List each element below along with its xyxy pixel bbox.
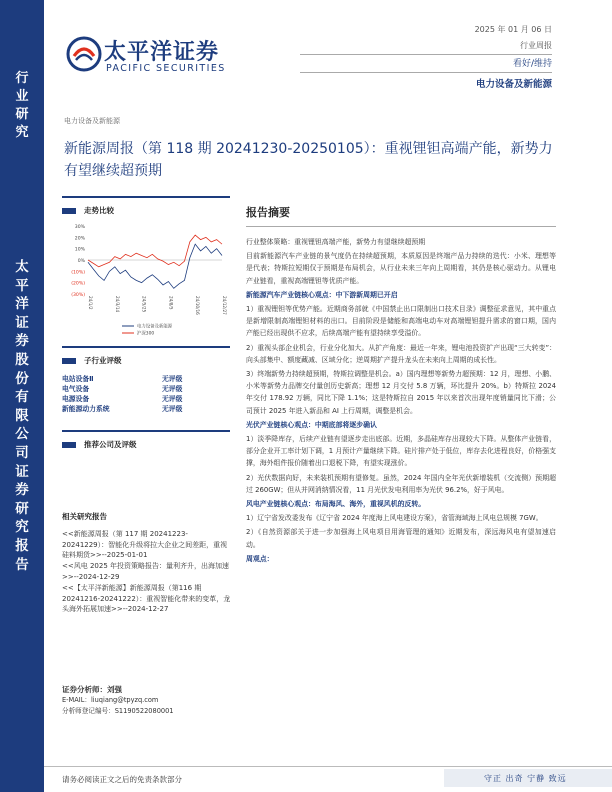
heading-bar-icon (62, 442, 76, 448)
abstract-paragraph: 2）《自然资源部关于进一步加强海上风电项目用海管理的通知》近期发布，深远海风电有望加速启动。 (246, 528, 556, 549)
x-tick-label: 24/3/14 (114, 296, 120, 313)
abstract-paragraph: 2）重视头部企业机会，行业分化加大。从扩产角度：最近一年来，锂电池投资扩产出现“三大转变”：向头部集中、额度藏减、区域分化；逆周期扩产提升龙头在未来向上周期的成长性。 (246, 343, 556, 364)
sub-ratings-table (62, 374, 222, 424)
sub-industry-rating: 无评级 (162, 375, 183, 383)
sidebar-char: 报 (15, 537, 29, 554)
left-sidebar (0, 0, 44, 792)
legend-label: 电力设备及新能源 (137, 324, 173, 330)
abstract-title: 报告摘要 (246, 206, 290, 219)
y-tick-label: 20% (74, 236, 85, 242)
related-report-item[interactable]: <<新能源周报（第 117 期 20241223-20241229）：智能化升级将拉大企业之间差距，重视硅料期货>>--2025-01-01 (62, 529, 228, 560)
sidebar-char: 司 (15, 444, 29, 461)
sidebar-char: 券 (15, 333, 29, 350)
x-tick-label: 24/1/2 (88, 296, 93, 310)
industry-name: 电力设备及新能源 (475, 79, 552, 90)
abstract-highlight: 风电产业链核心观点：布局海风、海外，重视风机的反转。 (246, 500, 426, 509)
logo-chinese-name: 太平洋证券 (104, 40, 220, 65)
y-tick-label: (10%) (71, 270, 85, 276)
report-title: 新能源周报（第 118 期 20241230-20250105）：重视锂钽高端产能，新势力有望继续超预期 (64, 141, 553, 179)
table-row (62, 394, 222, 404)
report-category: 电力设备及新能源 (64, 117, 120, 125)
header-divider (300, 72, 552, 73)
company-logo (66, 34, 286, 78)
footer-motto: 守正 出奇 宁静 致远 (484, 774, 567, 783)
sidebar-char: 究 (15, 125, 29, 140)
table-row (62, 384, 222, 394)
trend-heading (62, 204, 230, 218)
abstract-column (246, 204, 556, 567)
header-divider (300, 54, 552, 55)
x-tick-label: 24/8/5 (168, 296, 174, 310)
sidebar-char: 份 (15, 370, 29, 387)
trend-heading-text: 走势比较 (84, 206, 114, 215)
abstract-paragraph: 3）终端新势力持续超预期，特斯拉调整是机会。a）国内理想等新势力超预期：12 月，理想、小鹏、小米等新势力品牌交付量创历史新高；理想 12 月交付 5.8 万辆，环比提升 20%。b）特斯拉 2024 年交付 178.92 万辆，同比下降 1.1%；这是特斯拉自 2015 年以来首次出现年度销量同比下滑；公司预计 2025 年进入新品和 AI 上行周期，调整是机会。 (246, 370, 556, 415)
x-tick-label: 24/12/27 (222, 296, 227, 315)
report-type: 行业周报 (520, 41, 552, 50)
abstract-highlight: 周观点： (246, 554, 274, 563)
section-divider (62, 346, 230, 348)
abstract-paragraph: 目前新能源汽车产业链的景气度仍在持续超预期，本质原因是终端产品力持续的迭代：小米、理想等是代表；特斯拉短期仅于预期是布局机会，从行业未来三年向上周期看，其仍是核心驱动力。从锂电产业链看，重视高端锂钽等优质产能。 (246, 252, 556, 285)
sidebar-char: 太 (15, 259, 29, 275)
sidebar-char: 行 (15, 71, 29, 86)
abstract-body (246, 236, 556, 565)
sidebar-top-text (0, 70, 44, 142)
sub-industry-name: 电气设备 (62, 385, 90, 393)
analyst-info (62, 684, 234, 717)
y-tick-label: 0% (77, 259, 85, 264)
y-tick-label: (30%) (71, 293, 85, 298)
footer-divider (44, 766, 612, 767)
sidebar-char: 证 (15, 314, 29, 331)
y-tick-label: 30% (74, 225, 85, 230)
x-tick-label: 24/5/25 (141, 296, 147, 313)
recommend-section (62, 430, 230, 452)
sidebar-char: 平 (15, 277, 29, 294)
sidebar-bottom-text (0, 258, 44, 574)
sub-ratings-section (62, 346, 230, 368)
recommend-heading (62, 438, 230, 452)
sidebar-char: 究 (15, 519, 29, 536)
abstract-paragraph: 1）辽宁省发改委发布《辽宁省 2024 年度海上风电建设方案》，省管海域海上风电总规模 7GW。 (246, 514, 543, 523)
logo-english-name: PACIFIC SECURITIES (106, 63, 226, 74)
sidebar-char: 研 (15, 107, 29, 122)
sidebar-char: 有 (15, 389, 29, 406)
sub-industry-rating: 无评级 (162, 405, 183, 413)
section-divider (62, 430, 230, 432)
related-reports (62, 512, 234, 615)
heading-bar-icon (62, 358, 76, 364)
related-heading: 相关研究报告 (62, 512, 107, 521)
left-column (62, 196, 230, 218)
series-line-0 (88, 244, 222, 288)
table-row (62, 374, 222, 384)
sub-ratings-heading (62, 354, 230, 368)
sidebar-char: 股 (15, 351, 29, 368)
sidebar-char: 研 (15, 500, 29, 517)
abstract-divider (246, 226, 556, 227)
sub-industry-name: 电源设备 (62, 395, 90, 403)
abstract-paragraph: 行业整体策略：重视锂钽高端产能，新势力有望继续超预期 (246, 238, 426, 246)
page-footer (0, 766, 612, 792)
abstract-highlight: 新能源汽车产业链核心观点：中下游新周期已开启 (246, 290, 398, 299)
abstract-paragraph: 2）光伏数据向好，未来装机预期有望修复。虽然，2024 年国内全年光伏新增装机（交流侧）预期超过 260GW；但从并网消纳情况看，11 月光伏发电利用率为光伏 96.2%，好于风电。 (246, 473, 556, 494)
heading-bar-icon (62, 208, 76, 214)
sub-industry-rating: 无评级 (162, 395, 183, 403)
report-date: 2025 年 01 月 06 日 (474, 25, 552, 34)
abstract-paragraph: 1）重视锂钽等优势产能。近期商务部就《中国禁止出口限制出口技术目录》调整征求意见，其中重点是新增限制高端锂钽材料的出口。目前阶段是储能和高端电动车对高端锂钽提升需求的窗口期，国内产能已经出现供不应求，后续高端产能有望持续享受溢价。 (246, 305, 556, 338)
sub-ratings-heading-text: 子行业评级 (84, 356, 122, 365)
related-report-item[interactable]: <<风电 2025 年投资策略报告：量利齐升，出海加速>>--2024-12-29 (62, 562, 229, 581)
industry-rating: 看好/维持 (512, 59, 552, 69)
section-divider (62, 196, 230, 198)
recommend-heading-text: 推荐公司及评级 (84, 440, 137, 449)
table-row (62, 404, 222, 424)
sidebar-char: 告 (15, 556, 29, 573)
abstract-highlight: 光伏产业链核心观点：中期底部将逐步确认 (246, 420, 377, 429)
y-tick-label: 10% (74, 247, 85, 253)
sub-industry-name: 新能源动力系统 (62, 405, 110, 413)
sub-industry-name: 电站设备Ⅱ (62, 375, 94, 383)
analyst-name: 证券分析师：刘强 (62, 685, 122, 694)
sub-industry-rating: 无评级 (162, 385, 183, 393)
y-tick-label: (20%) (71, 281, 85, 287)
trend-chart-svg (62, 222, 230, 340)
sidebar-char: 洋 (15, 296, 29, 313)
analyst-email[interactable]: E-MAIL：liuqiang@tpyzq.com (62, 696, 159, 704)
sidebar-char: 证 (15, 463, 29, 480)
related-report-item[interactable]: <<【太平洋新能源】新能源周报（第116 期 20241216-20241222）：重视智能化带来的变革，龙头海外拓展加速>>--2024-12-27 (62, 583, 231, 614)
sidebar-char: 券 (15, 482, 29, 499)
abstract-paragraph: 1）淡季降库存，后续产业链有望逐步走出底部。近期，多晶硅库存出现较大下降。从整体产业链看，部分企业开工率计划下调，1 月预计产量继续下降。硅片排产处于低位，库存去化进程良好，价格强支撑，海外组件报价随着出口退税下降，有望实现涨价。 (246, 435, 556, 468)
footer-disclaimer: 请务必阅读正文之后的免责条款部分 (62, 775, 182, 784)
analyst-cert-number: 分析师登记编号：S1190522080001 (62, 707, 174, 715)
series-line-1 (88, 235, 222, 267)
sidebar-char: 公 (15, 426, 29, 443)
legend-label: 沪深300 (137, 331, 155, 337)
x-tick-label: 24/10/16 (195, 296, 201, 315)
sidebar-char: 限 (15, 407, 29, 424)
sidebar-char: 业 (15, 89, 29, 104)
logo-emblem-icon (66, 36, 102, 72)
trend-chart (62, 222, 230, 340)
